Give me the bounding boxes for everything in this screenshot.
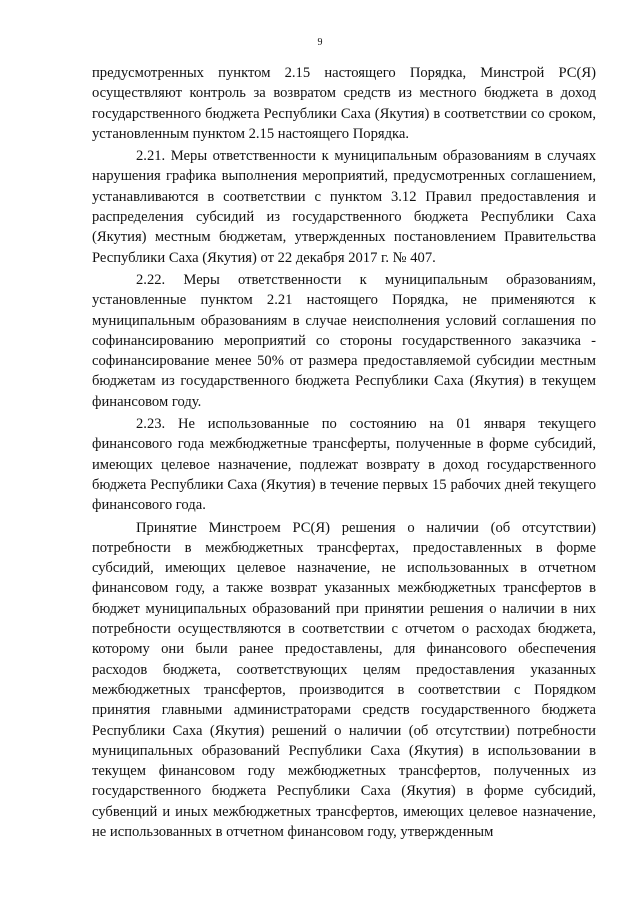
document-body <box>92 63 596 842</box>
page-number: 9 <box>317 37 323 48</box>
paragraph-2-22: 2.22. Меры ответственности к муниципальным образованиям, установленные пунктом 2.21 настоящего Порядка, не применяются к муниципальным образованиям в случае неисполнения условий соглашения по софинансированию мероприятий со стороны государственного заказчика - софинансирование менее 50% от размера предоставляемой субсидии местным бюджетам из государственного бюджета Республики Саха (Якутия) в текущем финансовом году. <box>92 271 596 410</box>
paragraph-2-23: 2.23. Не использованные по состоянию на 01 января текущего финансового года межбюджетные трансферты, полученные в форме субсидий, имеющих целевое назначение, подлежат возврату в доход государственного бюджета Республики Саха (Якутия) в течение первых 15 рабочих дней текущего финансового года. <box>92 416 596 514</box>
paragraph-2-21: 2.21. Меры ответственности к муниципальным образованиям в случаях нарушения графика выполнения мероприятий, предусмотренных соглашением, устанавливаются в соответствии с пунктом 3.12 Правил предоставления и распределения субсидий из государственного бюджета Республики Саха (Якутия) местным бюджетам, утвержденных постановлением Правительства Республики Саха (Якутия) от 22 декабря 2017 г. № 407. <box>92 148 596 266</box>
paragraph-decision: Принятие Минстроем РС(Я) решения о наличии (об отсутствии) потребности в межбюджетных трансфертах, предоставленных в форме субсидий, имеющих целевое назначение, не использованных в отчетном финансовом году, а также возврат указанных межбюджетных трансфертов в бюджет муниципальных образований при принятии решения о наличии в них потребности осуществляются в соответствии с отчетом о расходах бюджета, которому они были ранее предоставлены, для финансового обеспечения расходов бюджета, соответствующих целям предоставления указанных межбюджетных трансфертов, производится в соответствии с Порядком принятия главными администраторами средств государственного бюджета Республики Саха (Якутия) решений о наличии (об отсутствии) потребности муниципальных образований Республики Саха (Якутия) в использовании в текущем финансовом году межбюджетных трансфертов, полученных из государственного бюджета Республики Саха (Якутия) в форме субсидий, субвенций и иных межбюджетных трансфертов, имеющих целевое назначение, не использованных в отчетном финансовом году, утвержденным <box>92 519 596 840</box>
paragraph-continuation: предусмотренных пунктом 2.15 настоящего Порядка, Минстрой РС(Я) осуществляют контроль за возвратом средств из местного бюджета в доход государственного бюджета Республики Саха (Якутия) в соответствии со сроком, установленным пунктом 2.15 настоящего Порядка. <box>92 65 596 142</box>
